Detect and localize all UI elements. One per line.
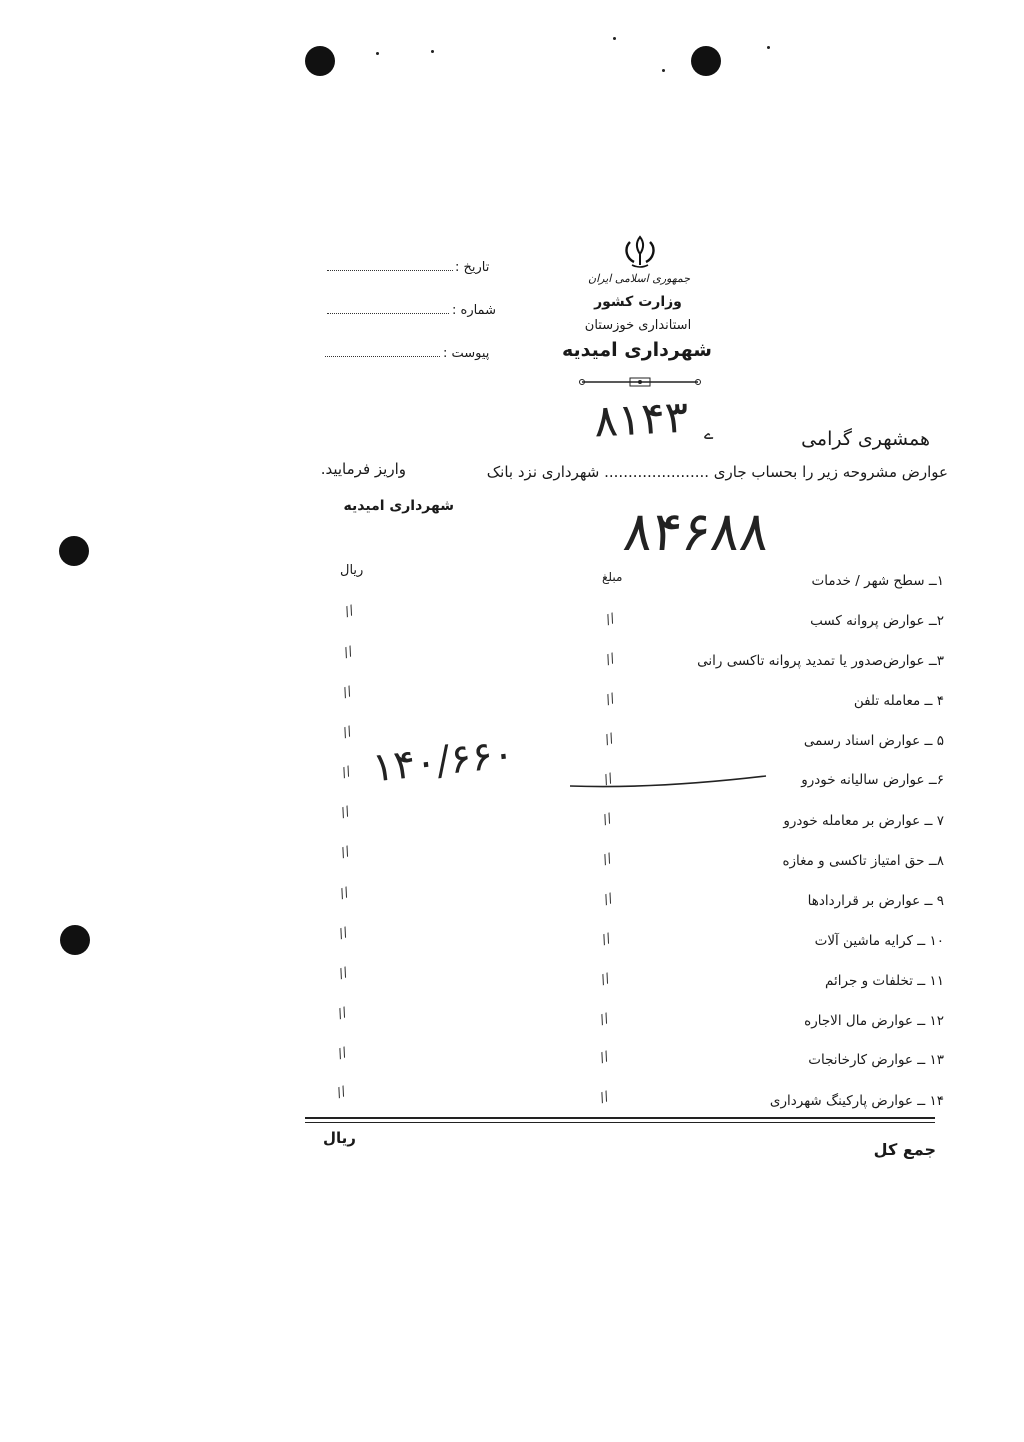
rial-dash: // <box>335 1044 350 1063</box>
fee-item: ۸ــ حق امتیاز تاکسی و مغازه <box>782 853 944 869</box>
rial-dash: // <box>340 723 355 742</box>
amount-dash: // <box>603 610 618 629</box>
amount-dash: // <box>600 810 615 829</box>
fee-item: ۲ــ عوارض پروانه کسب <box>810 613 944 629</box>
fee-item: ۶ــ عوارض سالیانه خودرو <box>801 772 944 788</box>
handwritten-mark: ے <box>704 424 714 443</box>
fee-item: ۱ــ سطح شهر / خدمات <box>811 573 944 589</box>
scan-speck <box>613 37 616 40</box>
amount-dash: // <box>599 930 614 949</box>
attachment-label: پیوست : <box>443 346 490 361</box>
municipality-name: شهرداری امیدیه <box>562 339 712 361</box>
number-label: شماره : <box>452 303 496 318</box>
amount-dash: // <box>598 970 613 989</box>
fee-item: ۹ ــ عوارض بر قراردادها <box>807 893 944 909</box>
rial-dash: // <box>342 602 357 621</box>
fee-item: ۷ ــ عوارض بر معامله خودرو <box>783 813 944 829</box>
header-ornament <box>578 376 702 388</box>
fee-item: ۱۳ ــ عوارض کارخانجات <box>808 1052 944 1068</box>
amount-dash: // <box>603 690 618 709</box>
rial-dash: // <box>341 643 356 662</box>
total-rial-label: ریال <box>323 1129 356 1147</box>
governorate-name: استانداری خوزستان <box>584 318 692 333</box>
handwritten-number-center: ۸۴۶۸۸ <box>620 500 773 563</box>
total-label: جمع کل <box>873 1140 936 1159</box>
fee-item: ۵ ــ عوارض اسناد رسمی <box>803 733 944 749</box>
amount-dash: // <box>603 650 618 669</box>
amount-dash: // <box>601 890 616 909</box>
rial-dash: // <box>340 683 355 702</box>
scan-speck <box>431 50 434 53</box>
number-dotted-line <box>327 313 449 314</box>
attachment-dotted-line <box>325 356 440 357</box>
rial-dash: // <box>335 1004 350 1023</box>
column-rial-header: ریال <box>340 563 364 578</box>
amount-dash: // <box>601 770 616 789</box>
scan-speck <box>376 52 379 55</box>
rial-dash: // <box>334 1083 349 1102</box>
rial-dash: // <box>337 884 352 903</box>
rial-dash: // <box>336 964 351 983</box>
rial-dash: // <box>338 803 353 822</box>
amount-dash: // <box>600 850 615 869</box>
handwritten-amount: ۱۴۰/۶۶۰ <box>369 730 517 792</box>
column-amount-header: مبلغ <box>602 570 623 584</box>
amount-dash: // <box>597 1048 612 1067</box>
date-dotted-line <box>327 270 453 271</box>
handwritten-number-top: ۸۱۴۳ <box>592 391 690 448</box>
body-line: عوارض مشروحه زیر را بحساب جاری ...................... شهرداری نزد بانک <box>486 463 948 481</box>
date-label: تاریخ : <box>455 260 490 275</box>
fee-item: ۴ ــ معامله تلفن <box>853 693 944 709</box>
rial-dash: // <box>339 763 354 782</box>
signature: شهرداری امیدیه <box>343 498 454 514</box>
ministry-name: وزارت کشور <box>594 294 682 310</box>
scan-speck <box>662 69 665 72</box>
punch-hole-top-left <box>305 46 335 76</box>
rial-dash: // <box>338 843 353 862</box>
iran-emblem-icon <box>618 234 662 270</box>
amount-dash: // <box>597 1088 612 1107</box>
fee-item: ۱۱ ــ تخلفات و جرائم <box>825 973 944 989</box>
salutation: همشهری گرامی <box>801 428 930 450</box>
punch-hole-left-upper <box>59 536 89 566</box>
amount-dash: // <box>602 730 617 749</box>
fee-item: ۱۰ ــ کرایه ماشین آلات <box>814 933 944 949</box>
total-rule-top <box>305 1117 935 1119</box>
country-name: جمهوری اسلامی ایران <box>588 272 691 285</box>
fee-item: ۱۴ ــ عوارض پارکینگ شهرداری <box>769 1093 944 1109</box>
amount-dash: // <box>597 1010 612 1029</box>
handwritten-strike-line <box>568 770 768 790</box>
scan-speck <box>767 46 770 49</box>
total-rule-bottom <box>305 1122 935 1123</box>
punch-hole-top-right <box>691 46 721 76</box>
punch-hole-left-lower <box>60 925 90 955</box>
fee-item: ۱۲ ــ عوارض مال الاجاره <box>804 1013 944 1029</box>
fee-item: ۳ــ عوارض‌صدور یا تمدید پروانه تاکسی رانی <box>697 653 944 669</box>
rial-dash: // <box>336 924 351 943</box>
body-end: واریز فرمایید. <box>320 460 406 478</box>
